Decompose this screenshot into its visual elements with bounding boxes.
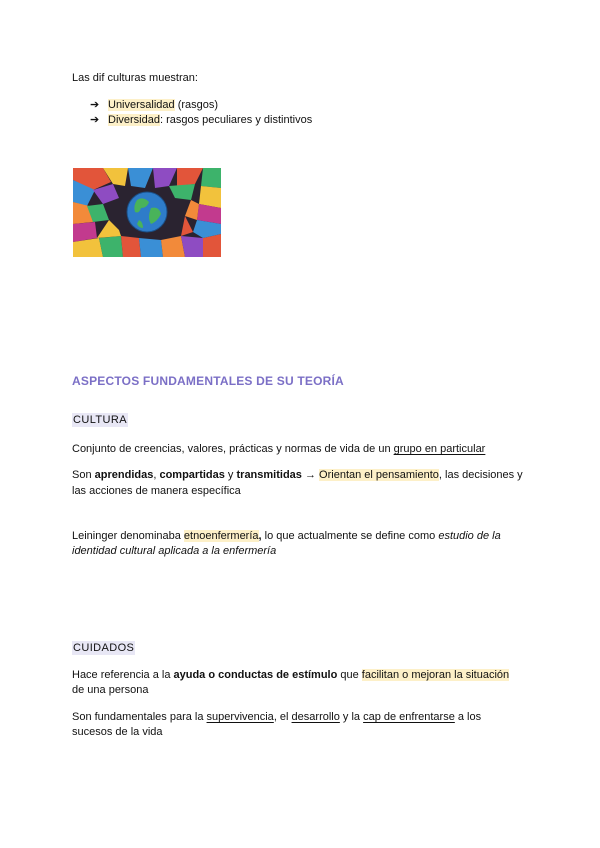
cultura-paragraph-2-line-2: las acciones de manera específica xyxy=(72,485,241,497)
arrow-bullet-icon: ➔ xyxy=(90,114,100,126)
bullet-rest: : rasgos peculiares y distintivos xyxy=(159,114,313,126)
cuidados-paragraph-2-line-2: sucesos de la vida xyxy=(72,726,163,738)
arrow-bullet-icon: ➔ xyxy=(90,99,100,111)
text-run: , xyxy=(153,469,160,481)
arrow-right-icon: → xyxy=(301,469,320,481)
text-run: , las decisiones y xyxy=(438,469,523,481)
highlight-facilitan: facilitan o mejoran la situación xyxy=(361,669,510,681)
cuidados-paragraph-1 xyxy=(72,668,509,683)
highlight-orientan: Orientan el pensamiento xyxy=(319,469,439,481)
bold-ayuda: ayuda o conductas de estímulo xyxy=(173,669,338,681)
text-run: , el xyxy=(273,711,292,723)
text-run: lo que actualmente se define como xyxy=(261,530,439,542)
text-run: Conjunto de creencias, valores, prácticas y normas de vida de un xyxy=(72,443,394,455)
cuidados-title: CUIDADOS xyxy=(73,642,135,654)
bold-transmitidas: transmitidas xyxy=(236,469,302,481)
cuidados-paragraph-1-line-2: de una persona xyxy=(72,684,149,696)
cultura-paragraph-1 xyxy=(72,442,485,457)
text-run: Son xyxy=(72,469,95,481)
text-run: y xyxy=(224,469,237,481)
cultura-paragraph-3 xyxy=(72,529,501,544)
cuidados-paragraph-2 xyxy=(72,710,481,725)
cultura-title-wrap xyxy=(72,414,128,426)
intro-text: Las dif culturas muestran: xyxy=(72,72,198,84)
highlight-universalidad: Universalidad xyxy=(108,99,175,111)
cuidados-title-wrap xyxy=(72,642,135,654)
text-run: Leininger denominaba xyxy=(72,530,184,542)
italic-definition: estudio de la xyxy=(438,530,501,542)
bold-aprendidas: aprendidas xyxy=(94,469,154,481)
section-heading: ASPECTOS FUNDAMENTALES DE SU TEORÍA xyxy=(72,374,344,388)
underlined-supervivencia: supervivencia xyxy=(206,711,274,723)
bullet-rest: (rasgos) xyxy=(174,99,219,111)
bullet-universalidad xyxy=(90,98,218,113)
text-run: Son fundamentales para la xyxy=(72,711,207,723)
text-run: y la xyxy=(339,711,364,723)
cultura-title: CULTURA xyxy=(73,414,127,426)
underlined-grupo: grupo en particular xyxy=(393,443,486,455)
underlined-desarrollo: desarrollo xyxy=(291,711,340,723)
text-run: a los xyxy=(454,711,482,723)
highlight-diversidad: Diversidad xyxy=(108,114,160,126)
bullet-diversidad xyxy=(90,113,312,128)
bold-compartidas: compartidas xyxy=(159,469,225,481)
cultura-paragraph-2 xyxy=(72,468,523,483)
highlight-etnoenfermeria: etnoenfermería xyxy=(183,530,259,542)
text-run: que xyxy=(337,669,362,681)
underlined-enfrentarse: cap de enfrentarse xyxy=(363,711,455,723)
text-run: Hace referencia a la xyxy=(72,669,174,681)
text-run: , xyxy=(258,530,262,542)
hands-around-globe-image xyxy=(73,168,221,257)
cultura-paragraph-3-line-2: identidad cultural aplicada a la enfermería xyxy=(72,545,277,557)
